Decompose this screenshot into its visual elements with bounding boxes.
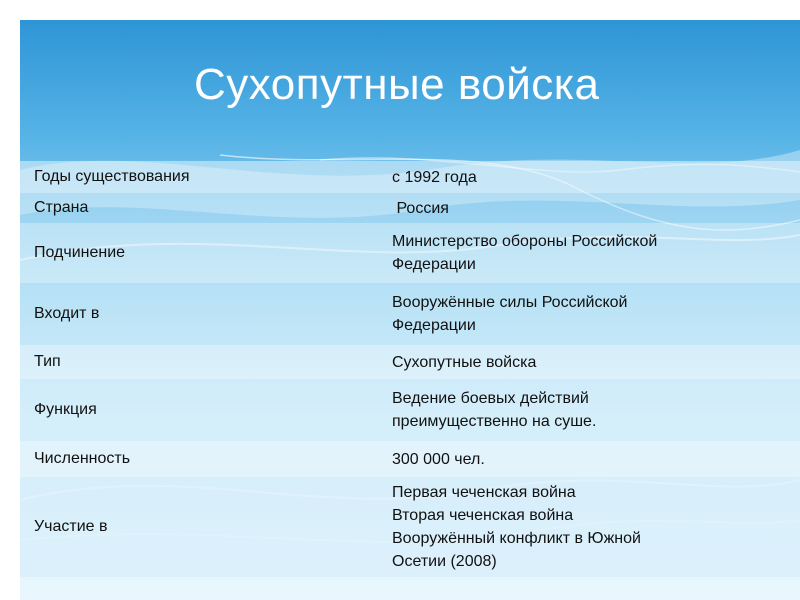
row-label: Страна: [34, 199, 89, 216]
row-value-line: Федерации: [392, 317, 476, 334]
row-value-line: Осетии (2008): [392, 553, 497, 570]
row-label: Подчинение: [34, 244, 126, 261]
row-label: Тип: [34, 353, 61, 370]
slide: [20, 20, 800, 600]
row-value-line: Россия: [392, 199, 449, 217]
row-value: [392, 291, 762, 337]
table-row: [20, 193, 800, 223]
table-row: [20, 161, 800, 193]
row-value-line: Вооружённый конфликт в Южной: [392, 530, 641, 547]
row-value: [392, 351, 762, 374]
row-value: [392, 166, 762, 189]
row-value-line: Вторая чеченская война: [392, 507, 574, 524]
table-row: [20, 345, 800, 379]
table-row: [20, 223, 800, 283]
row-value: [392, 481, 762, 573]
table-row: [20, 283, 800, 345]
table-row: [20, 379, 800, 441]
row-value-line: с 1992 года: [392, 168, 477, 186]
row-label: Численность: [34, 450, 131, 467]
row-value-line: Министерство обороны Российской: [392, 233, 658, 250]
row-value-line: Вооружённые силы Российской: [392, 294, 628, 311]
row-label: Участие в: [34, 518, 108, 535]
row-value-line: Федерации: [392, 256, 476, 273]
page-title: Сухопутные войска: [194, 60, 600, 109]
row-value-line: Ведение боевых действий: [392, 390, 589, 407]
row-value: [392, 230, 762, 276]
row-value-line: Сухопутные войска: [392, 353, 537, 371]
row-value: [392, 197, 762, 220]
row-value-line: 300 000 чел.: [392, 450, 485, 468]
row-label: Входит в: [34, 305, 100, 322]
row-label: Годы существования: [34, 168, 190, 185]
table-row: [20, 477, 800, 577]
table-row: [20, 441, 800, 477]
row-value-line: Первая чеченская война: [392, 484, 576, 501]
row-label: Функция: [34, 401, 97, 418]
row-value: [392, 387, 762, 433]
row-value-line: преимущественно на суше.: [392, 413, 597, 430]
row-value: [392, 448, 762, 471]
info-table: [20, 161, 800, 577]
